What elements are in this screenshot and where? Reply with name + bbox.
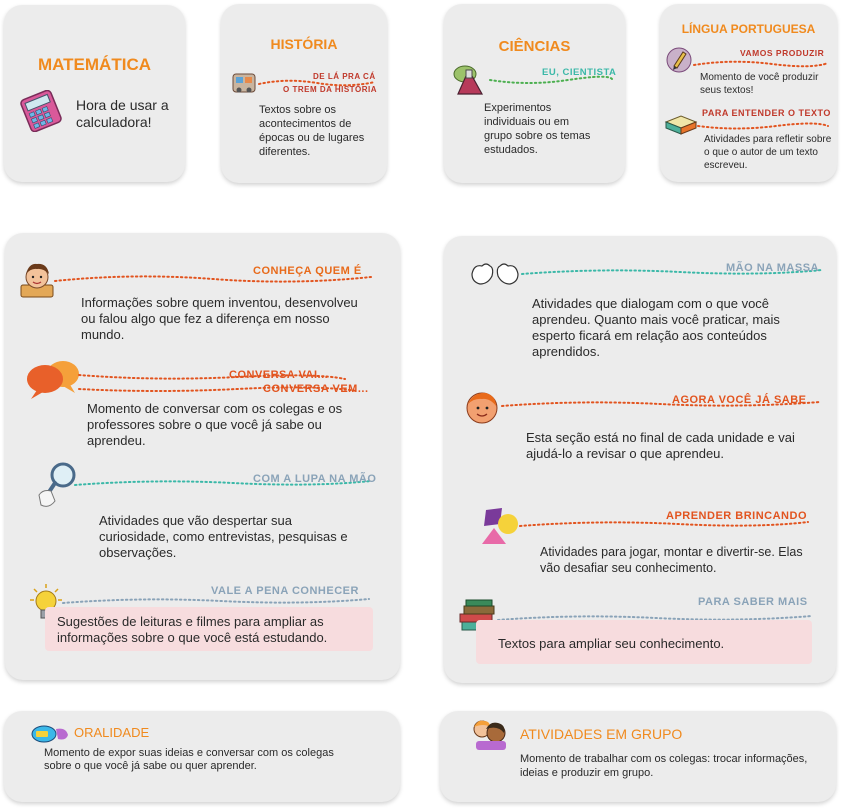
oralidade-card xyxy=(4,711,400,802)
saber-label: PARA SABER MAIS xyxy=(698,596,808,608)
aprender-text: Atividades para jogar, montar e divertir-se. Elas vão desafiar seu conhecimento. xyxy=(540,545,803,575)
historia-text: Textos sobre os acontecimentos de épocas ou de lugares diferentes. xyxy=(259,104,365,158)
lupa-text: Atividades que vão despertar sua curiosidade, como entrevistas, pesquisas e observações. xyxy=(99,513,348,560)
oralidade-title: ORALIDADE xyxy=(74,725,150,740)
grupo-title: ATIVIDADES EM GRUPO xyxy=(520,726,683,742)
talking-bubble-icon xyxy=(30,723,70,745)
conversa-text: Momento de conversar com os colegas e os professores sobre o que você já sabe ou aprendeu. xyxy=(87,401,343,448)
conheca-text: Informações sobre quem inventou, desenvolveu ou falou algo que fez a diferença em nosso mundo. xyxy=(81,295,358,342)
lingua-s2-label: PARA ENTENDER O TEXTO xyxy=(702,108,831,118)
saber-text: Textos para ampliar seu conhecimento. xyxy=(498,636,725,651)
flask-icon xyxy=(450,62,490,100)
shapes-toys-icon xyxy=(478,506,522,546)
lingua-card xyxy=(660,4,837,182)
lingua-s1-label: VAMOS PRODUZIR xyxy=(740,48,825,58)
book-text-icon xyxy=(664,110,698,136)
left-sections-card xyxy=(5,233,400,680)
mao-text: Atividades que dialogam com o que você aprendeu. Quanto mais você praticar, mais esperto ficará em relação aos conteúdos aprendidos. xyxy=(532,296,780,359)
train-history-icon xyxy=(231,70,257,96)
aprender-label: APRENDER BRINCANDO xyxy=(666,510,808,522)
calculator-icon xyxy=(16,90,66,132)
lingua-s1-dots xyxy=(692,59,830,69)
matematica-text: Hora de usar a calculadora! xyxy=(76,97,169,130)
historia-label-2: O TREM DA HISTÓRIA xyxy=(283,85,378,94)
conversa-label-2: CONVERSA VEM... xyxy=(263,383,369,395)
matematica-card xyxy=(4,5,185,182)
historia-label-1: DE LÁ PRA CÁ xyxy=(313,72,376,81)
lingua-s1-text: Momento de você produzir seus textos! xyxy=(700,72,819,96)
ciencias-title: CIÊNCIAS xyxy=(498,38,571,55)
vale-label: VALE A PENA CONHECER xyxy=(211,585,359,597)
speech-bubbles-icon xyxy=(25,359,81,401)
conheca-label: CONHEÇA QUEM É xyxy=(253,265,362,277)
historia-card xyxy=(221,4,387,183)
pencil-writing-icon xyxy=(666,46,692,74)
matematica-title: MATEMÁTICA xyxy=(38,55,151,74)
right-sections-card xyxy=(444,236,836,683)
hands-icon xyxy=(468,260,522,290)
boy-face-icon xyxy=(464,390,500,426)
lingua-title: LÍNGUA PORTUGUESA xyxy=(681,22,816,36)
ciencias-card xyxy=(444,4,625,183)
lingua-s2-text: Atividades para refletir sobre o que o autor de um texto escreveu. xyxy=(704,134,832,171)
conversa-label-1: CONVERSA VAI... xyxy=(229,369,329,381)
person-portrait-icon xyxy=(19,259,55,299)
mao-label: MÃO NA MASSA xyxy=(726,262,819,274)
grupo-text: Momento de trabalhar com os colegas: trocar informações, ideias e produzir em grupo. xyxy=(520,753,808,779)
oralidade-text: Momento de expor suas ideias e conversar com os colegas sobre o que você já sabe ou quer aprender. xyxy=(44,747,334,772)
group-kids-icon xyxy=(470,717,510,751)
lupa-label: COM A LUPA NA MÃO xyxy=(253,473,377,485)
ciencias-label: EU, CIENTISTA xyxy=(542,67,617,78)
ciencias-text: Experimentos individuais ou em grupo sobre os temas estudados. xyxy=(484,102,591,156)
lingua-s2-dots xyxy=(696,122,830,132)
grupo-card xyxy=(440,711,836,802)
vale-text: Sugestões de leituras e filmes para ampliar as informações sobre o que você está estudando. xyxy=(57,614,328,645)
agora-label: AGORA VOCÊ JÁ SABE xyxy=(672,394,807,406)
agora-text: Esta seção está no final de cada unidade e vai ajudá-lo a revisar o que aprendeu. xyxy=(526,430,795,461)
historia-title: HISTÓRIA xyxy=(270,36,338,52)
